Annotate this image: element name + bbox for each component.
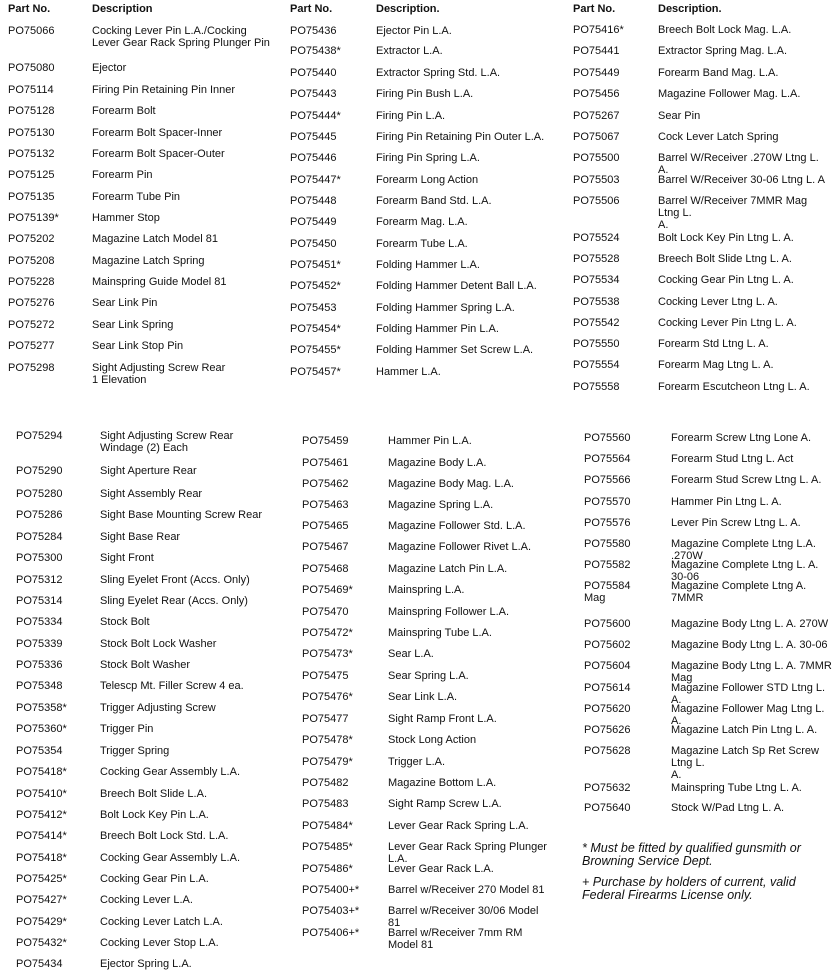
part-number: PO75620 <box>584 703 631 715</box>
part-description: Extractor Spring Std. L.A. <box>376 67 501 79</box>
part-description: Firing Pin Bush L.A. <box>376 88 474 100</box>
header-part-no-3: Part No. <box>573 3 616 15</box>
part-description: Magazine Latch Model 81 <box>92 233 218 245</box>
part-description: Mainspring Follower L.A. <box>388 606 510 618</box>
part-number: PO75554 <box>573 359 620 371</box>
part-number: PO75290 <box>16 465 63 477</box>
part-description: Barrel W/Receiver .270W Ltng L. A. <box>658 152 819 176</box>
part-number: PO75354 <box>16 745 63 757</box>
part-number: PO75461 <box>302 457 349 469</box>
part-description: Forearm Band Std. L.A. <box>376 195 492 207</box>
part-description: Folding Hammer L.A. <box>376 259 480 271</box>
part-description: Barrel w/Receiver 270 Model 81 <box>388 884 545 896</box>
part-description: Sling Eyelet Rear (Accs. Only) <box>100 595 248 607</box>
footnote-plus: + Purchase by holders of current, valid Federal Firearms License only. <box>582 875 796 902</box>
part-number: PO75503 <box>573 174 620 186</box>
part-description: Cocking Lever Ltng L. A. <box>658 296 778 308</box>
part-description: Stock Bolt Washer <box>100 659 191 671</box>
part-description: Forearm Long Action <box>376 174 479 186</box>
part-description: Magazine Latch Sp Ret Screw Ltng L. A. <box>671 745 819 781</box>
part-description: Stock Bolt <box>100 616 150 628</box>
part-number: PO75440 <box>290 67 337 79</box>
part-description: Stock Bolt Lock Washer <box>100 638 217 650</box>
part-number: PO75427* <box>16 894 67 906</box>
part-description: Cocking Lever Stop L.A. <box>100 937 219 949</box>
part-number: PO75272 <box>8 319 55 331</box>
part-description: Firing Pin L.A. <box>376 110 446 122</box>
part-description: Magazine Follower Std. L.A. <box>388 520 526 532</box>
part-number: PO75467 <box>302 541 349 553</box>
part-description: Firing Pin Retaining Pin Inner <box>92 84 236 96</box>
part-number: PO75114 <box>8 84 54 96</box>
part-number: PO75452* <box>290 280 341 292</box>
part-number: PO75462 <box>302 478 349 490</box>
part-number: PO75339 <box>16 638 63 650</box>
part-description: Mainspring Tube L.A. <box>388 627 492 639</box>
part-number: PO75524 <box>573 232 620 244</box>
part-number: PO75410* <box>16 788 67 800</box>
part-number: PO75478* <box>302 734 353 746</box>
part-number: PO75453 <box>290 302 337 314</box>
part-description: Magazine Body L.A. <box>388 457 487 469</box>
part-number: PO75469* <box>302 584 353 596</box>
part-number: PO75473* <box>302 648 353 660</box>
part-number: PO75584 Mag <box>584 580 631 604</box>
part-description: Magazine Latch Pin Ltng L. A. <box>671 724 818 736</box>
part-number: PO75441 <box>573 45 620 57</box>
part-description: Trigger Adjusting Screw <box>100 702 216 714</box>
part-description: Magazine Body Ltng L. A. 30-06 <box>671 639 828 651</box>
part-number: PO75294 <box>16 430 63 442</box>
part-number: PO75418* <box>16 766 67 778</box>
part-number: PO75483 <box>302 798 349 810</box>
part-description: Cocking Lever Pin L.A./Cocking Lever Gear Rack Spring Plunger Pin <box>92 25 270 49</box>
part-description: Breech Bolt Slide Ltng L. A. <box>658 253 792 265</box>
part-number: PO75336 <box>16 659 63 671</box>
part-number: PO75604 <box>584 660 631 672</box>
part-description: Forearm Stud Ltng L. Act <box>671 453 794 465</box>
part-number: PO75418* <box>16 852 67 864</box>
part-number: PO75602 <box>584 639 631 651</box>
part-description: Sear Link L.A. <box>388 691 458 703</box>
header-description-1: Description <box>92 3 153 15</box>
part-description: Lever Gear Rack Spring L.A. <box>388 820 529 832</box>
part-description: Forearm Bolt <box>92 105 156 117</box>
part-number: PO75067 <box>573 131 620 143</box>
part-description: Forearm Pin <box>92 169 153 181</box>
header-description-2: Description. <box>376 3 440 15</box>
part-number: PO75614 <box>584 682 631 694</box>
part-number: PO75558 <box>573 381 620 393</box>
part-number: PO75459 <box>302 435 349 447</box>
part-description: Forearm Tube L.A. <box>376 238 468 250</box>
part-number: PO75449 <box>573 67 620 79</box>
part-description: Sight Adjusting Screw Rear Windage (2) Each <box>100 430 234 454</box>
part-description: Forearm Tube Pin <box>92 191 181 203</box>
part-description: Trigger L.A. <box>388 756 446 768</box>
part-description: Magazine Follower STD Ltng L. A. <box>671 682 826 706</box>
part-number: PO75066 <box>8 25 55 37</box>
part-number: PO75403+* <box>302 905 360 917</box>
part-description: Forearm Screw Ltng Lone A. <box>671 432 812 444</box>
header-description-3: Description. <box>658 3 722 15</box>
part-description: Mainspring Guide Model 81 <box>92 276 227 288</box>
part-number: PO75436 <box>290 25 337 37</box>
part-description: Lever Gear Rack L.A. <box>388 863 494 875</box>
part-description: Hammer Pin Ltng L. A. <box>671 496 782 508</box>
part-description: Barrel W/Receiver 30-06 Ltng L. A <box>658 174 825 186</box>
part-description: Trigger Pin <box>100 723 154 735</box>
part-description: Sight Assembly Rear <box>100 488 203 500</box>
part-number: PO75348 <box>16 680 63 692</box>
part-number: PO75576 <box>584 517 631 529</box>
part-number: PO75447* <box>290 174 341 186</box>
part-number: PO75445 <box>290 131 337 143</box>
part-number: PO75528 <box>573 253 620 265</box>
part-description: Forearm Std Ltng L. A. <box>658 338 769 350</box>
part-description: Forearm Stud Screw Ltng L. A. <box>671 474 822 486</box>
part-number: PO75284 <box>16 531 63 543</box>
part-number: PO75449 <box>290 216 337 228</box>
part-number: PO75139* <box>8 212 59 224</box>
part-number: PO75542 <box>573 317 620 329</box>
part-description: Barrel w/Receiver 30/06 Model 81 <box>388 905 539 929</box>
part-description: Lever Pin Screw Ltng L. A. <box>671 517 801 529</box>
part-description: Ejector Spring L.A. <box>100 958 192 970</box>
part-description: Stock Long Action <box>388 734 477 746</box>
part-description: Breech Bolt Lock Std. L.A. <box>100 830 229 842</box>
part-number: PO75450 <box>290 238 337 250</box>
part-number: PO75628 <box>584 745 631 757</box>
part-description: Sight Front <box>100 552 154 564</box>
part-description: Folding Hammer Set Screw L.A. <box>376 344 534 356</box>
part-description: Sight Adjusting Screw Rear 1 Elevation <box>92 362 226 386</box>
part-number: PO75300 <box>16 552 63 564</box>
part-number: PO75632 <box>584 782 631 794</box>
part-number: PO75486* <box>302 863 353 875</box>
part-number: PO75479* <box>302 756 353 768</box>
part-number: PO75564 <box>584 453 631 465</box>
part-number: PO75135 <box>8 191 55 203</box>
part-number: PO75451* <box>290 259 341 271</box>
part-number: PO75130 <box>8 127 55 139</box>
part-description: Magazine Body Ltng L. A. 270W <box>671 618 829 630</box>
part-description: Forearm Bolt Spacer-Inner <box>92 127 223 139</box>
part-description: Extractor Spring Mag. L.A. <box>658 45 787 57</box>
part-description: Cocking Lever L.A. <box>100 894 193 906</box>
part-description: Barrel w/Receiver 7mm RM Model 81 <box>388 927 523 951</box>
part-number: PO75267 <box>573 110 620 122</box>
part-number: PO75566 <box>584 474 631 486</box>
part-description: Magazine Bottom L.A. <box>388 777 497 789</box>
part-number: PO75455* <box>290 344 341 356</box>
part-number: PO75454* <box>290 323 341 335</box>
part-description: Folding Hammer Detent Ball L.A. <box>376 280 537 292</box>
part-number: PO75312 <box>16 574 63 586</box>
part-number: PO75560 <box>584 432 631 444</box>
part-number: PO75600 <box>584 618 631 630</box>
part-number: PO75208 <box>8 255 55 267</box>
part-number: PO75280 <box>16 488 63 500</box>
part-description: Stock W/Pad Ltng L. A. <box>671 802 785 814</box>
header-part-no-1: Part No. <box>8 3 51 15</box>
part-number: PO75500 <box>573 152 620 164</box>
part-description: Forearm Band Mag. L.A. <box>658 67 779 79</box>
part-description: Cocking Lever Pin Ltng L. A. <box>658 317 797 329</box>
part-description: Forearm Mag Ltng L. A. <box>658 359 774 371</box>
part-number: PO75465 <box>302 520 349 532</box>
part-description: Hammer Pin L.A. <box>388 435 472 447</box>
part-number: PO75228 <box>8 276 55 288</box>
part-description: Sear Link Pin <box>92 297 158 309</box>
part-number: PO75400+* <box>302 884 360 896</box>
part-description: Cock Lever Latch Spring <box>658 131 779 143</box>
part-number: PO75538 <box>573 296 620 308</box>
part-description: Magazine Spring L.A. <box>388 499 494 511</box>
footnotes <box>582 842 832 910</box>
part-number: PO75640 <box>584 802 631 814</box>
part-number: PO75456 <box>573 88 620 100</box>
part-number: PO75414* <box>16 830 67 842</box>
part-description: Ejector <box>92 62 127 74</box>
part-description: Magazine Follower Rivet L.A. <box>388 541 532 553</box>
part-description: Hammer L.A. <box>376 366 441 378</box>
part-description: Hammer Stop <box>92 212 160 224</box>
part-description: Sear Link Spring <box>92 319 174 331</box>
part-number: PO75468 <box>302 563 349 575</box>
part-number: PO75475 <box>302 670 349 682</box>
part-number: PO75298 <box>8 362 55 374</box>
part-number: PO75476* <box>302 691 353 703</box>
part-description: Sight Aperture Rear <box>100 465 197 477</box>
part-number: PO75406+* <box>302 927 360 939</box>
part-number: PO75626 <box>584 724 631 736</box>
part-description: Breech Bolt Lock Mag. L.A. <box>658 24 792 36</box>
part-number: PO75412* <box>16 809 67 821</box>
part-number: PO75202 <box>8 233 55 245</box>
part-description: Sling Eyelet Front (Accs. Only) <box>100 574 250 586</box>
part-number: PO75446 <box>290 152 337 164</box>
part-description: Folding Hammer Spring L.A. <box>376 302 515 314</box>
part-number: PO75482 <box>302 777 349 789</box>
part-description: Forearm Mag. L.A. <box>376 216 468 228</box>
part-description: Magazine Latch Spring <box>92 255 205 267</box>
part-description: Magazine Complete Ltng A. 7MMR <box>671 580 807 604</box>
part-description: Sear Link Stop Pin <box>92 340 184 352</box>
part-description: Sight Base Mounting Screw Rear <box>100 509 263 521</box>
part-description: Forearm Bolt Spacer-Outer <box>92 148 225 160</box>
part-description: Cocking Gear Assembly L.A. <box>100 766 241 778</box>
part-number: PO75132 <box>8 148 55 160</box>
part-description: Folding Hammer Pin L.A. <box>376 323 499 335</box>
part-description: Mainspring Tube Ltng L. A. <box>671 782 802 794</box>
part-description: Mainspring L.A. <box>388 584 465 596</box>
part-number: PO75463 <box>302 499 349 511</box>
part-number: PO75484* <box>302 820 353 832</box>
part-description: Cocking Gear Assembly L.A. <box>100 852 241 864</box>
header-part-no-2: Part No. <box>290 3 333 15</box>
part-description: Magazine Follower Mag. L.A. <box>658 88 801 100</box>
part-description: Forearm Escutcheon Ltng L. A. <box>658 381 810 393</box>
part-description: Cocking Lever Latch L.A. <box>100 916 223 928</box>
part-description: Sight Base Rear <box>100 531 181 543</box>
part-number: PO75360* <box>16 723 67 735</box>
part-description: Telescp Mt. Filler Screw 4 ea. <box>100 680 244 692</box>
part-description: Firing Pin Spring L.A. <box>376 152 480 164</box>
part-number: PO75358* <box>16 702 67 714</box>
part-description: Magazine Follower Mag Ltng L. A. <box>671 703 825 727</box>
part-number: PO75276 <box>8 297 55 309</box>
part-description: Trigger Spring <box>100 745 170 757</box>
part-number: PO75432* <box>16 937 67 949</box>
part-number: PO75582 <box>584 559 631 571</box>
part-number: PO75314 <box>16 595 63 607</box>
part-number: PO75429* <box>16 916 67 928</box>
part-description: Firing Pin Retaining Pin Outer L.A. <box>376 131 545 143</box>
part-number: PO75425* <box>16 873 67 885</box>
part-description: Bolt Lock Key Pin L.A. <box>100 809 209 821</box>
part-number: PO75438* <box>290 45 341 57</box>
part-number: PO75277 <box>8 340 55 352</box>
part-description: Cocking Gear Pin L.A. <box>100 873 209 885</box>
part-number: PO75443 <box>290 88 337 100</box>
part-number: PO75125 <box>8 169 55 181</box>
part-description: Sear L.A. <box>388 648 434 660</box>
part-description: Sear Spring L.A. <box>388 670 469 682</box>
part-number: PO75080 <box>8 62 55 74</box>
part-number: PO75128 <box>8 105 55 117</box>
part-description: Cocking Gear Pin Ltng L. A. <box>658 274 794 286</box>
part-description: Lever Gear Rack Spring Plunger L.A. <box>388 841 547 865</box>
part-description: Bolt Lock Key Pin Ltng L. A. <box>658 232 794 244</box>
part-number: PO75444* <box>290 110 341 122</box>
part-description: Magazine Complete Ltng L. A. 30-06 <box>671 559 819 583</box>
part-number: PO75448 <box>290 195 337 207</box>
part-description: Breech Bolt Slide L.A. <box>100 788 208 800</box>
part-description: Ejector Pin L.A. <box>376 25 452 37</box>
part-number: PO75472* <box>302 627 353 639</box>
part-description: Magazine Complete Ltng L.A. .270W <box>671 538 816 562</box>
part-number: PO75485* <box>302 841 353 853</box>
part-description: Barrel W/Receiver 7MMR Mag Ltng L. A. <box>658 195 808 231</box>
part-number: PO75416* <box>573 24 624 36</box>
part-number: PO75570 <box>584 496 631 508</box>
part-description: Magazine Latch Pin L.A. <box>388 563 508 575</box>
footnote-asterisk: * Must be fitted by qualified gunsmith or Browning Service Dept. <box>582 841 801 868</box>
part-number: PO75286 <box>16 509 63 521</box>
part-number: PO75334 <box>16 616 63 628</box>
part-number: PO75580 <box>584 538 631 550</box>
part-number: PO75470 <box>302 606 349 618</box>
part-description: Extractor L.A. <box>376 45 443 57</box>
part-description: Magazine Body Ltng L. A. 7MMR Mag <box>671 660 832 684</box>
part-number: PO75477 <box>302 713 349 725</box>
part-number: PO75506 <box>573 195 620 207</box>
part-number: PO75550 <box>573 338 620 350</box>
part-description: Sear Pin <box>658 110 701 122</box>
part-number: PO75434 <box>16 958 63 970</box>
part-number: PO75534 <box>573 274 620 286</box>
part-description: Sight Ramp Screw L.A. <box>388 798 502 810</box>
part-number: PO75457* <box>290 366 341 378</box>
part-description: Magazine Body Mag. L.A. <box>388 478 514 490</box>
part-description: Sight Ramp Front L.A. <box>388 713 497 725</box>
